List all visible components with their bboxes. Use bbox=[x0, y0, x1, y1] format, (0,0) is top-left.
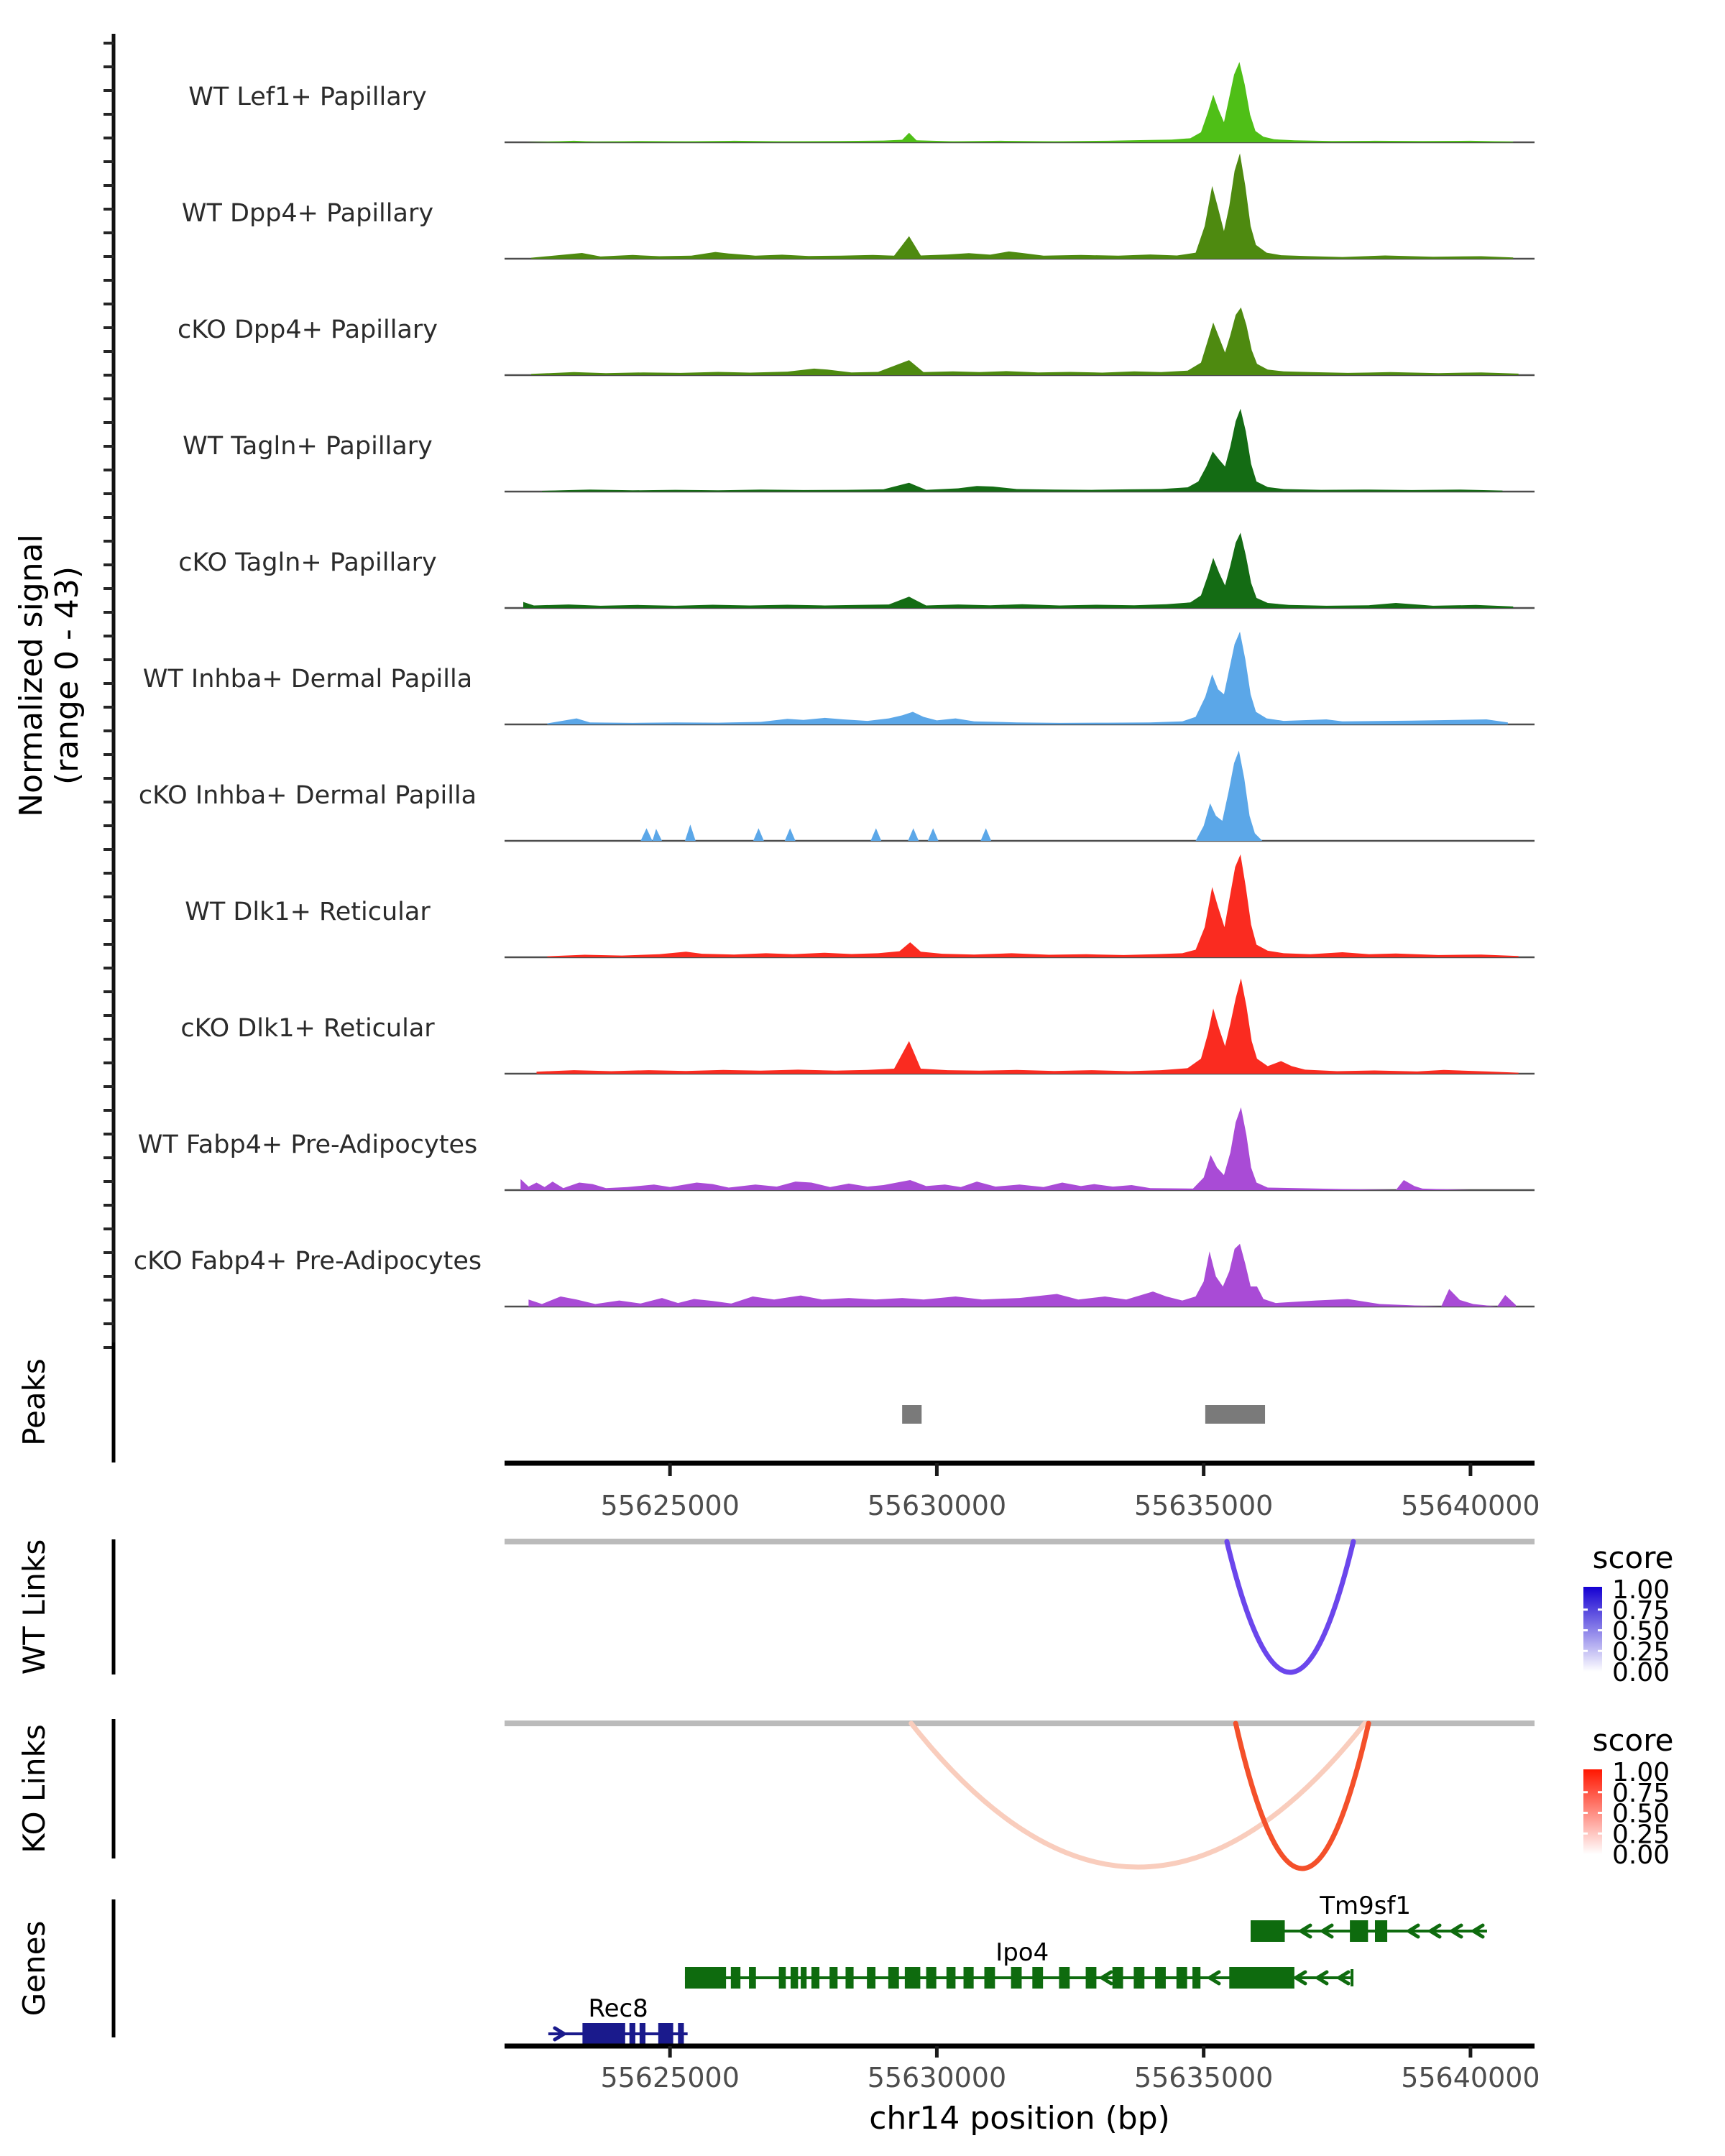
gene-exon bbox=[779, 1967, 786, 1989]
peak-region bbox=[902, 1405, 921, 1424]
gene-exon bbox=[1133, 1967, 1144, 1989]
score-legend-tick-label: 0.25 bbox=[1612, 1637, 1670, 1667]
gene-exon bbox=[926, 1967, 937, 1989]
gene-exon bbox=[731, 1967, 740, 1989]
gene-exon bbox=[1229, 1967, 1294, 1989]
score-legend-tick-label: 0.75 bbox=[1612, 1778, 1670, 1808]
gene-exon bbox=[867, 1967, 875, 1989]
gene-exon bbox=[811, 1967, 819, 1989]
gene-exon bbox=[964, 1967, 974, 1989]
gene-exon bbox=[749, 1967, 756, 1989]
gene-exon bbox=[640, 2023, 645, 2045]
gene-exon bbox=[582, 2023, 625, 2045]
gene-name-label: Tm9sf1 bbox=[1320, 1892, 1412, 1920]
ko-links-track-label: KO Links bbox=[17, 1724, 52, 1853]
wt-score-legend-title: score bbox=[1592, 1540, 1674, 1575]
gene-exon bbox=[1192, 1967, 1200, 1989]
gene-name-label: Rec8 bbox=[588, 1994, 648, 2023]
track-label: WT Dpp4+ Papillary bbox=[181, 199, 434, 228]
score-legend-tick-label: 0.50 bbox=[1612, 1616, 1670, 1646]
ruler-tick-label: 55640000 bbox=[1401, 1490, 1540, 1521]
track-label: WT Inhba+ Dermal Papilla bbox=[142, 665, 473, 694]
track-label: WT Fabp4+ Pre-Adipocytes bbox=[137, 1130, 478, 1159]
gene-exon bbox=[888, 1967, 899, 1989]
ruler-tick-label: 55625000 bbox=[600, 1490, 740, 1521]
track-label: cKO Tagln+ Papillary bbox=[178, 548, 437, 577]
gene-exon bbox=[685, 1967, 726, 1989]
ruler-tick-label: 55630000 bbox=[867, 2062, 1007, 2093]
gene-exon bbox=[905, 1967, 921, 1989]
ruler-tick-label: 55630000 bbox=[867, 1490, 1007, 1521]
gene-exon bbox=[1113, 1967, 1123, 1989]
wt-links-track-label: WT Links bbox=[17, 1539, 52, 1675]
ruler-tick-label: 55625000 bbox=[600, 2062, 740, 2093]
x-axis-title: chr14 position (bp) bbox=[869, 2100, 1170, 2137]
gene-name-label: Ipo4 bbox=[995, 1938, 1049, 1967]
ruler-tick-label: 55635000 bbox=[1133, 1490, 1274, 1521]
ko-score-legend-title: score bbox=[1592, 1723, 1674, 1758]
gene-exon bbox=[801, 1967, 806, 1989]
gene-exon bbox=[829, 1967, 837, 1989]
gene-exon bbox=[1011, 1967, 1022, 1989]
gene-exon bbox=[845, 1967, 853, 1989]
gene-exon bbox=[984, 1967, 995, 1989]
genes-track-label: Genes bbox=[17, 1920, 52, 2017]
score-legend-tick-label: 0.25 bbox=[1612, 1820, 1670, 1850]
gene-exon bbox=[1059, 1967, 1070, 1989]
track-label: cKO Inhba+ Dermal Papilla bbox=[138, 781, 477, 810]
gene-exon bbox=[1032, 1967, 1043, 1989]
signal-axis-label-line2: (range 0 - 43) bbox=[49, 566, 86, 786]
gene-exon bbox=[658, 2023, 673, 2045]
gene-exon bbox=[630, 2023, 635, 2045]
track-label: cKO Fabp4+ Pre-Adipocytes bbox=[133, 1247, 482, 1276]
gene-exon bbox=[791, 1967, 798, 1989]
peaks-track-label: Peaks bbox=[17, 1358, 52, 1446]
signal-axis-label-line1: Normalized signal bbox=[13, 534, 50, 817]
gene-exon bbox=[678, 2023, 684, 2045]
ruler-tick-label: 55635000 bbox=[1133, 2062, 1274, 2093]
gene-exon bbox=[947, 1967, 956, 1989]
gene-exon bbox=[1086, 1967, 1097, 1989]
track-label: WT Lef1+ Papillary bbox=[188, 83, 427, 111]
track-label: cKO Dlk1+ Reticular bbox=[180, 1014, 435, 1043]
gene-exon bbox=[1177, 1967, 1187, 1989]
score-legend-tick-label: 0.75 bbox=[1612, 1595, 1670, 1626]
score-legend-tick-label: 1.00 bbox=[1612, 1575, 1670, 1605]
track-label: WT Tagln+ Papillary bbox=[183, 432, 433, 461]
peak-region bbox=[1205, 1405, 1265, 1424]
track-label: WT Dlk1+ Reticular bbox=[185, 898, 431, 926]
ko-score-legend bbox=[1583, 1723, 1673, 1870]
gene-exon bbox=[1375, 1920, 1387, 1942]
gene-exon bbox=[1251, 1920, 1285, 1942]
track-label: cKO Dpp4+ Papillary bbox=[178, 315, 438, 344]
wt-score-legend bbox=[1583, 1540, 1673, 1687]
score-legend-tick-label: 1.00 bbox=[1612, 1758, 1670, 1787]
score-legend-tick-label: 0.00 bbox=[1612, 1841, 1670, 1870]
gene-exon bbox=[1350, 1920, 1368, 1942]
ruler-tick-label: 55640000 bbox=[1401, 2062, 1540, 2093]
score-legend-tick-label: 0.50 bbox=[1612, 1799, 1670, 1829]
gene-exon bbox=[1155, 1967, 1166, 1989]
score-legend-tick-label: 0.00 bbox=[1612, 1658, 1670, 1687]
